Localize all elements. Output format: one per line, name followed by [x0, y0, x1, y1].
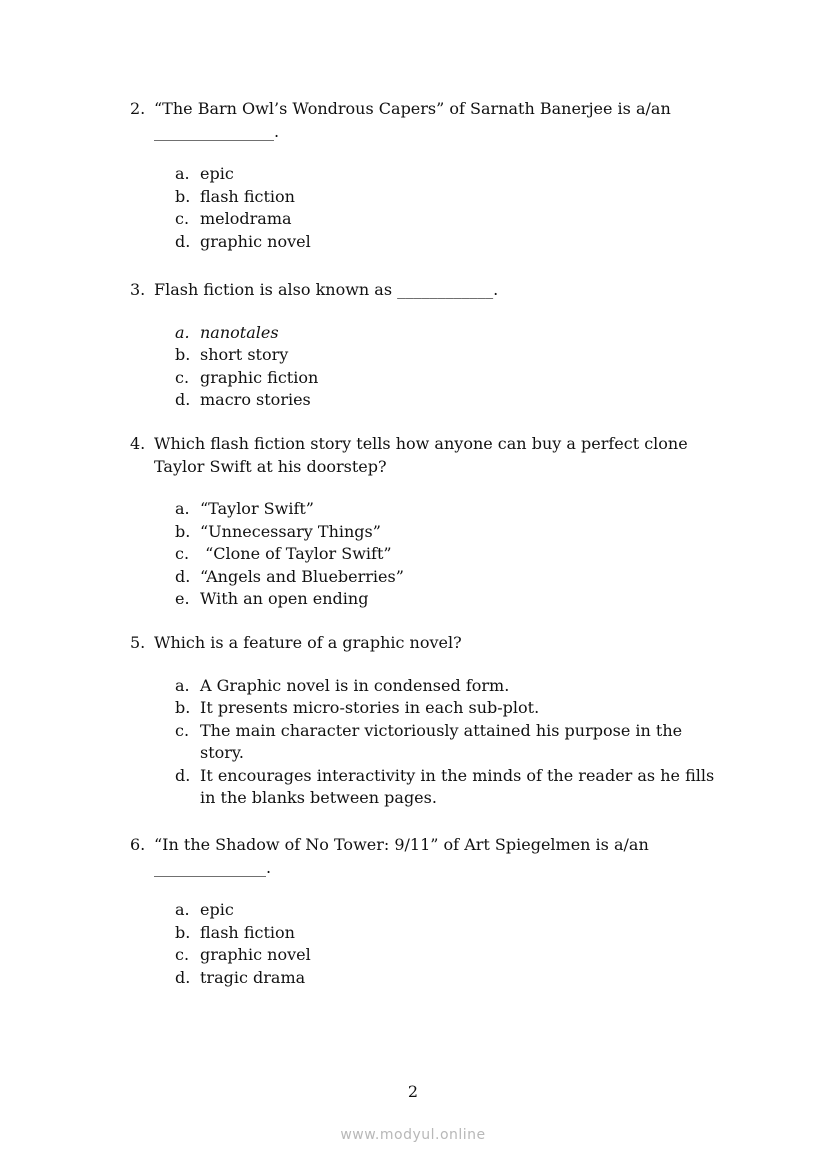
option-text: flash fiction [200, 922, 295, 942]
option-letter: a. [175, 900, 190, 919]
question-text-line: Which flash fiction story tells how anyone can buy a perfect clone [154, 434, 688, 453]
question-text-line: ______________. [154, 857, 272, 877]
option-d [130, 566, 730, 589]
option-e [130, 588, 730, 611]
option-letter: a. [175, 164, 190, 183]
question-stem [130, 433, 730, 478]
option-text-line: story. [200, 743, 244, 762]
question-2 [130, 98, 730, 253]
option-letter: b. [175, 698, 191, 717]
option-list [130, 163, 730, 253]
option-d [130, 389, 730, 412]
question-text-line: Flash fiction is also known as ____________. [154, 280, 499, 299]
question-number: 5. [130, 633, 146, 652]
option-letter: d. [175, 566, 191, 586]
option-text: macro stories [200, 390, 311, 409]
question-4 [130, 433, 730, 611]
question-number: 2. [130, 99, 146, 118]
option-a [130, 899, 730, 922]
question-stem [130, 279, 730, 302]
option-d [130, 231, 730, 254]
option-b [130, 521, 730, 544]
page-number: 2 [407, 1082, 419, 1101]
option-b [130, 697, 730, 720]
option-list [130, 322, 730, 412]
option-c [130, 208, 730, 231]
option-text: tragic drama [200, 967, 306, 987]
option-letter: c. [175, 544, 190, 563]
option-text: graphic novel [200, 231, 311, 251]
option-letter: b. [175, 922, 191, 942]
option-text-line: It encourages interactivity in the minds of the reader as he fills [200, 765, 715, 785]
option-text: epic [200, 164, 234, 183]
option-text: melodrama [200, 209, 292, 228]
option-b [130, 344, 730, 367]
question-number: 3. [130, 280, 146, 299]
option-a [130, 498, 730, 521]
option-letter: c. [175, 720, 190, 740]
question-text-line: _______________. [154, 121, 280, 141]
option-letter: a. [175, 322, 190, 342]
option-list [130, 899, 730, 989]
option-text: “Taylor Swift” [200, 499, 314, 518]
option-list [130, 498, 730, 611]
option-letter: d. [175, 967, 191, 987]
option-letter: e. [175, 589, 190, 608]
question-stem [130, 98, 730, 143]
watermark: www.modyul.online [340, 1127, 486, 1143]
option-text: “Unnecessary Things” [200, 521, 381, 541]
question-text-line: “The Barn Owl’s Wondrous Capers” of Sarnath Banerjee is a/an [154, 99, 671, 118]
question-stem [130, 834, 730, 879]
question-text-line: Which is a feature of a graphic novel? [154, 633, 462, 652]
question-text-line: “In the Shadow of No Tower: 9/11” of Art Spiegelmen is a/an [154, 835, 649, 854]
option-letter: c. [175, 209, 190, 228]
question-3 [130, 279, 730, 412]
option-text-line: The main character victoriously attained his purpose in the [200, 720, 683, 740]
option-text: “Angels and Blueberries” [200, 566, 404, 586]
option-letter: b. [175, 521, 191, 541]
option-text: A Graphic novel is in condensed form. [200, 675, 510, 695]
option-d [130, 765, 730, 810]
question-stem [130, 632, 730, 655]
option-text: epic [200, 900, 234, 919]
option-text-line: in the blanks between pages. [200, 788, 437, 807]
option-b [130, 922, 730, 945]
option-letter: a. [175, 675, 190, 695]
option-text: With an open ending [200, 589, 369, 608]
option-a [130, 322, 730, 345]
question-number: 4. [130, 434, 146, 453]
option-text: short story [200, 345, 289, 364]
option-text: flash fiction [200, 186, 295, 206]
option-d [130, 967, 730, 990]
option-c [130, 543, 730, 566]
option-a [130, 163, 730, 186]
option-letter: c. [175, 945, 190, 964]
option-text: graphic fiction [200, 367, 319, 387]
option-letter: a. [175, 499, 190, 518]
option-text: nanotales [200, 322, 279, 342]
option-letter: d. [175, 390, 191, 409]
question-6 [130, 834, 730, 989]
option-c [130, 367, 730, 390]
option-text: “Clone of Taylor Swift” [200, 544, 392, 563]
question-number: 6. [130, 835, 146, 854]
option-letter: d. [175, 231, 191, 251]
option-letter: d. [175, 765, 191, 785]
option-letter: b. [175, 345, 191, 364]
option-letter: c. [175, 367, 190, 387]
question-text-line: Taylor Swift at his doorstep? [154, 456, 387, 476]
option-b [130, 186, 730, 209]
option-letter: b. [175, 186, 191, 206]
option-a [130, 675, 730, 698]
option-text: It presents micro-stories in each sub-plot. [200, 698, 540, 717]
question-5 [130, 632, 730, 810]
option-text: graphic novel [200, 945, 311, 964]
option-list [130, 675, 730, 810]
option-c [130, 720, 730, 765]
option-c [130, 944, 730, 967]
